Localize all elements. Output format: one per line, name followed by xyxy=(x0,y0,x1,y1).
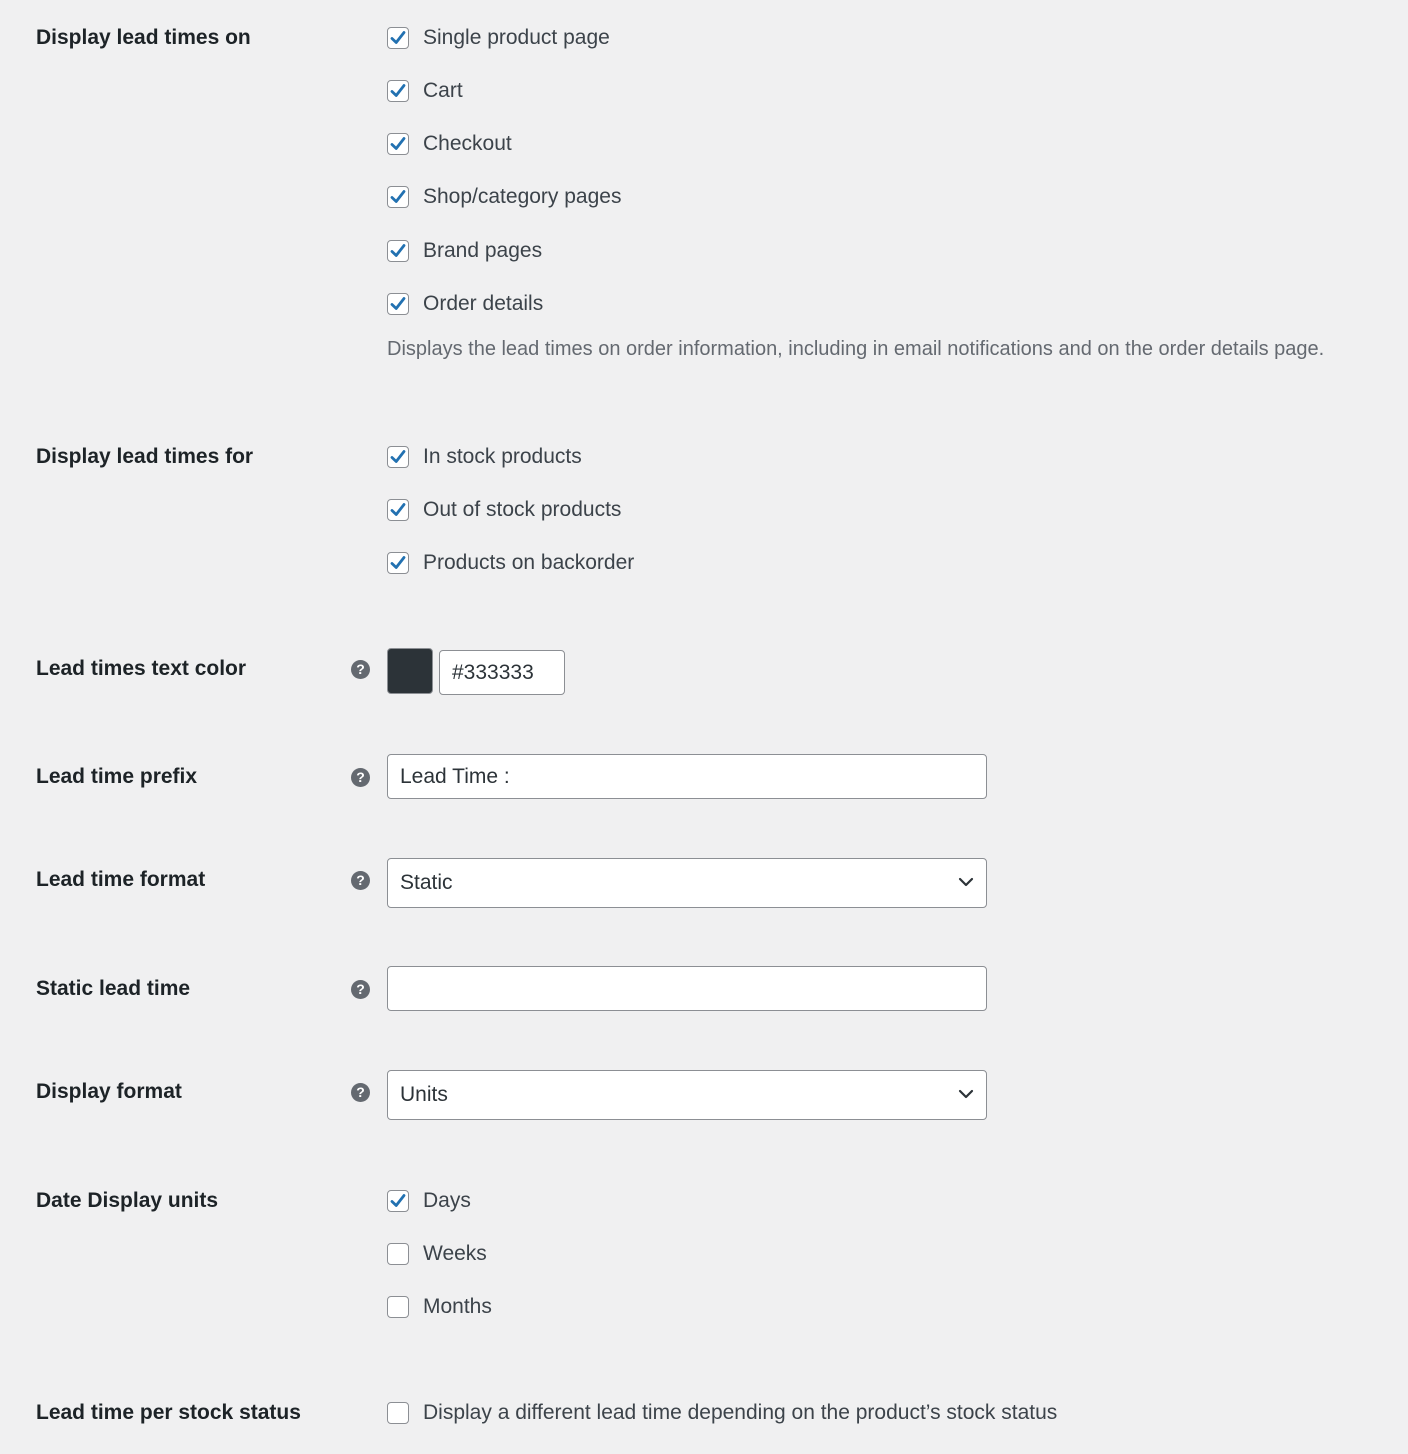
chevron-down-icon xyxy=(958,876,974,888)
checkbox-checked-icon[interactable] xyxy=(387,446,409,468)
select-value: Static xyxy=(400,871,453,894)
checkbox-checked-icon[interactable] xyxy=(387,186,409,208)
lead-time-format-select[interactable] xyxy=(387,858,987,908)
checkbox-checked-icon[interactable] xyxy=(387,1190,409,1212)
checkbox-unchecked[interactable] xyxy=(387,1296,409,1318)
label-display-format: Display format xyxy=(36,1080,182,1103)
checkbox-order-details[interactable] xyxy=(387,291,543,317)
checkbox-checked-icon[interactable] xyxy=(387,552,409,574)
static-lead-time-input[interactable] xyxy=(387,966,987,1011)
help-icon[interactable]: ? xyxy=(351,1083,370,1102)
checkbox-checked-icon[interactable] xyxy=(387,499,409,521)
checkbox-weeks[interactable] xyxy=(387,1241,487,1267)
help-icon[interactable]: ? xyxy=(351,660,370,679)
checkbox-checked-icon[interactable] xyxy=(387,293,409,315)
lead-time-prefix-input[interactable]: Lead Time : xyxy=(387,754,987,799)
checkbox-label: Products on backorder xyxy=(423,551,635,574)
checkbox-checkout[interactable] xyxy=(387,131,512,157)
label-lead-times-text-color: Lead times text color xyxy=(36,657,247,680)
checkbox-label: Single product page xyxy=(423,26,610,49)
display-format-select[interactable] xyxy=(387,1070,987,1120)
color-swatch-button[interactable] xyxy=(387,648,433,694)
help-icon[interactable]: ? xyxy=(351,768,370,787)
help-icon[interactable]: ? xyxy=(351,980,370,999)
checkbox-months[interactable] xyxy=(387,1294,492,1320)
label-static-lead-time: Static lead time xyxy=(36,977,191,1000)
checkbox-label: In stock products xyxy=(423,445,582,468)
chevron-down-icon xyxy=(958,1088,974,1100)
label-lead-time-per-stock-status: Lead time per stock status xyxy=(36,1401,301,1424)
checkbox-checked-icon[interactable] xyxy=(387,80,409,102)
checkbox-checked-icon[interactable] xyxy=(387,240,409,262)
checkbox-label: Checkout xyxy=(423,132,512,155)
checkbox-per-stock-status[interactable] xyxy=(387,1400,1057,1426)
checkbox-label: Days xyxy=(423,1189,471,1212)
label-date-display-units: Date Display units xyxy=(36,1189,219,1212)
label-display-lead-times-on: Display lead times on xyxy=(36,26,251,49)
checkbox-brand-pages[interactable] xyxy=(387,238,542,264)
checkbox-out-of-stock-products[interactable] xyxy=(387,497,621,523)
checkbox-label: Shop/category pages xyxy=(423,185,622,208)
help-icon[interactable]: ? xyxy=(351,871,370,890)
checkbox-label: Order details xyxy=(423,292,544,315)
checkbox-label: Months xyxy=(423,1295,492,1318)
checkbox-label: Weeks xyxy=(423,1242,487,1265)
checkbox-label: Cart xyxy=(423,79,463,102)
checkbox-days[interactable] xyxy=(387,1188,471,1214)
checkbox-shop-category-pages[interactable] xyxy=(387,184,621,210)
checkbox-label: Brand pages xyxy=(423,239,543,262)
checkbox-in-stock-products[interactable] xyxy=(387,444,582,470)
checkbox-checked-icon[interactable] xyxy=(387,27,409,49)
checkbox-label: Display a different lead time depending on the product’s stock status xyxy=(423,1401,1058,1424)
label-display-lead-times-for: Display lead times for xyxy=(36,445,254,468)
checkbox-unchecked[interactable] xyxy=(387,1402,409,1424)
order-details-description: Displays the lead times on order information, including in email notifications and on the order details page. xyxy=(387,338,1325,360)
label-lead-time-format: Lead time format xyxy=(36,868,206,891)
checkbox-unchecked[interactable] xyxy=(387,1243,409,1265)
checkbox-products-on-backorder[interactable] xyxy=(387,550,634,576)
label-lead-time-prefix: Lead time prefix xyxy=(36,765,198,788)
checkbox-single-product-page[interactable] xyxy=(387,25,610,51)
select-value: Units xyxy=(400,1083,448,1106)
color-hex-input[interactable]: #333333 xyxy=(439,650,565,695)
checkbox-checked-icon[interactable] xyxy=(387,133,409,155)
checkbox-cart[interactable] xyxy=(387,78,463,104)
checkbox-label: Out of stock products xyxy=(423,498,622,521)
